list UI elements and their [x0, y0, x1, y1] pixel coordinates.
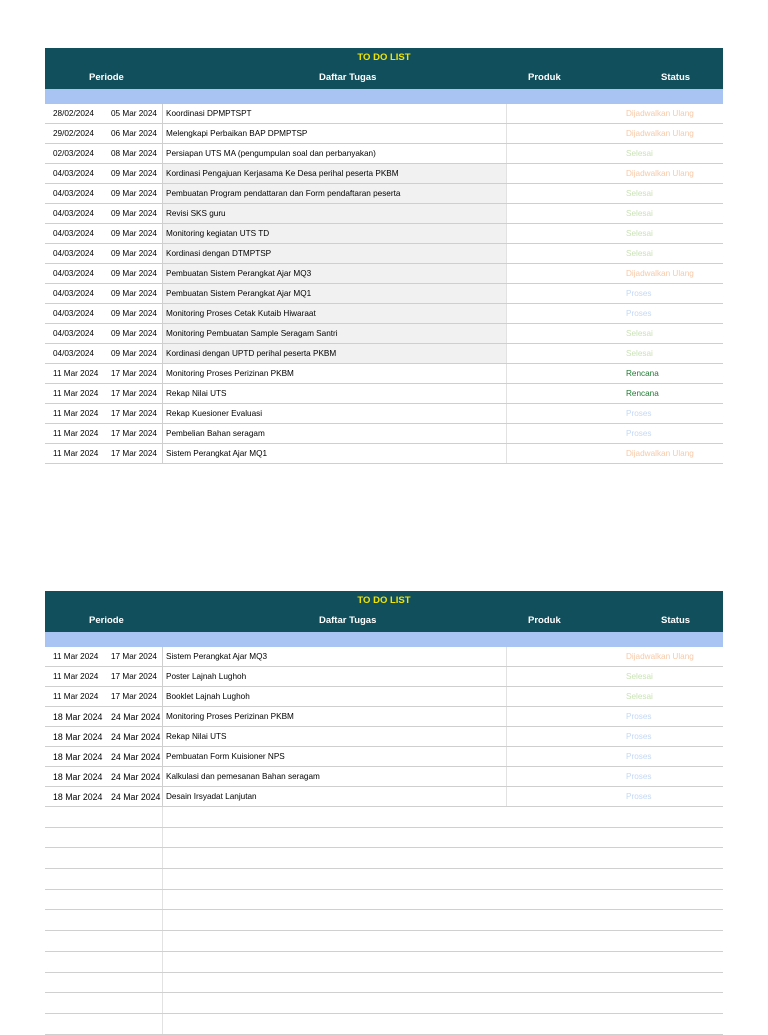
table-header — [45, 48, 723, 89]
task-rows — [45, 104, 723, 464]
start-date-cell[interactable]: 11 Mar 2024 — [53, 389, 99, 398]
empty-row[interactable] — [45, 828, 723, 849]
empty-row[interactable] — [45, 931, 723, 952]
task-cell[interactable]: Rekap Nilai UTS — [162, 727, 506, 746]
status-cell[interactable]: Selesai — [626, 349, 653, 358]
sheet-title: TO DO LIST — [357, 595, 411, 606]
start-date-cell[interactable]: 11 Mar 2024 — [53, 429, 99, 438]
task-cell[interactable]: Monitoring Proses Perizinan PKBM — [162, 364, 506, 383]
table-header — [45, 591, 723, 632]
empty-row[interactable] — [45, 807, 723, 828]
start-date-cell[interactable]: 11 Mar 2024 — [53, 369, 99, 378]
status-cell[interactable]: Selesai — [626, 672, 653, 681]
task-cell[interactable]: Melengkapi Perbaikan BAP DPMPTSP — [162, 124, 506, 143]
status-cell[interactable]: Selesai — [626, 229, 653, 238]
table-row[interactable] — [45, 787, 723, 807]
cell-separator — [162, 952, 163, 972]
end-date-cell[interactable]: 17 Mar 2024 — [111, 672, 157, 681]
column-header-produk[interactable]: Produk — [528, 72, 561, 83]
task-cell[interactable]: Booklet Lajnah Lughoh — [162, 687, 506, 706]
table-row[interactable] — [45, 667, 723, 687]
produk-cell[interactable] — [506, 124, 623, 143]
end-date-cell[interactable]: 17 Mar 2024 — [111, 429, 157, 438]
status-cell[interactable]: Rencana — [626, 369, 659, 378]
start-date-cell[interactable]: 29/02/2024 — [53, 129, 94, 138]
produk-cell[interactable] — [506, 344, 623, 363]
header-band — [45, 632, 723, 647]
cell-separator — [162, 848, 163, 868]
table-row[interactable] — [45, 707, 723, 727]
cell-separator — [162, 869, 163, 889]
produk-cell[interactable] — [506, 184, 623, 203]
start-date-cell[interactable]: 04/03/2024 — [53, 309, 94, 318]
produk-cell[interactable] — [506, 404, 623, 423]
start-date-cell[interactable]: 18 Mar 2024 — [53, 792, 103, 802]
cell-separator — [162, 890, 163, 910]
task-cell[interactable]: Kalkulasi dan pemesanan Bahan seragam — [162, 767, 506, 786]
task-cell[interactable]: Monitoring Pembuatan Sample Seragam Santri — [162, 324, 506, 343]
cell-separator — [162, 828, 163, 848]
end-date-cell[interactable]: 09 Mar 2024 — [111, 169, 157, 178]
produk-cell[interactable] — [506, 687, 623, 706]
start-date-cell[interactable]: 18 Mar 2024 — [53, 712, 103, 722]
end-date-cell[interactable]: 17 Mar 2024 — [111, 389, 157, 398]
start-date-cell[interactable]: 11 Mar 2024 — [53, 449, 99, 458]
cell-separator — [162, 807, 163, 827]
status-cell[interactable]: Proses — [626, 289, 652, 298]
produk-cell[interactable] — [506, 647, 623, 666]
end-date-cell[interactable]: 24 Mar 2024 — [111, 792, 161, 802]
end-date-cell[interactable]: 24 Mar 2024 — [111, 772, 161, 782]
produk-cell[interactable] — [506, 144, 623, 163]
end-date-cell[interactable]: 17 Mar 2024 — [111, 449, 157, 458]
table-row[interactable] — [45, 364, 723, 384]
task-cell[interactable]: Koordinasi DPMPTSPT — [162, 104, 506, 123]
task-rows — [45, 647, 723, 807]
status-cell[interactable]: Dijadwalkan Ulang — [626, 129, 694, 138]
start-date-cell[interactable]: 04/03/2024 — [53, 269, 94, 278]
cell-separator — [162, 973, 163, 993]
status-cell[interactable]: Dijadwalkan Ulang — [626, 449, 694, 458]
task-cell[interactable]: Persiapan UTS MA (pengumpulan soal dan perbanyakan) — [162, 144, 506, 163]
start-date-cell[interactable]: 04/03/2024 — [53, 209, 94, 218]
empty-rows — [45, 807, 723, 1035]
task-cell[interactable]: Monitoring kegiatan UTS TD — [162, 224, 506, 243]
table-row[interactable] — [45, 224, 723, 244]
start-date-cell[interactable]: 18 Mar 2024 — [53, 752, 103, 762]
produk-cell[interactable] — [506, 727, 623, 746]
table-row[interactable] — [45, 264, 723, 284]
status-cell[interactable]: Proses — [626, 732, 652, 741]
end-date-cell[interactable]: 09 Mar 2024 — [111, 249, 157, 258]
start-date-cell[interactable]: 04/03/2024 — [53, 249, 94, 258]
end-date-cell[interactable]: 09 Mar 2024 — [111, 269, 157, 278]
end-date-cell[interactable]: 17 Mar 2024 — [111, 409, 157, 418]
end-date-cell[interactable]: 17 Mar 2024 — [111, 652, 157, 661]
start-date-cell[interactable]: 28/02/2024 — [53, 109, 94, 118]
status-cell[interactable]: Proses — [626, 792, 652, 801]
table-row[interactable] — [45, 747, 723, 767]
task-cell[interactable]: Pembuatan Form Kuisioner NPS — [162, 747, 506, 766]
status-cell[interactable]: Proses — [626, 712, 652, 721]
task-cell[interactable]: Pembuatan Sistem Perangkat Ajar MQ3 — [162, 264, 506, 283]
column-header-daftar-tugas[interactable]: Daftar Tugas — [319, 72, 377, 83]
end-date-cell[interactable]: 09 Mar 2024 — [111, 229, 157, 238]
status-cell[interactable]: Selesai — [626, 692, 653, 701]
end-date-cell[interactable]: 06 Mar 2024 — [111, 129, 157, 138]
empty-row[interactable] — [45, 993, 723, 1014]
status-cell[interactable]: Proses — [626, 752, 652, 761]
status-cell[interactable]: Selesai — [626, 149, 653, 158]
column-header-daftar-tugas[interactable]: Daftar Tugas — [319, 615, 377, 626]
end-date-cell[interactable]: 24 Mar 2024 — [111, 712, 161, 722]
table-row[interactable] — [45, 244, 723, 264]
cell-separator — [162, 993, 163, 1013]
status-cell[interactable]: Proses — [626, 309, 652, 318]
table-row[interactable] — [45, 444, 723, 464]
start-date-cell[interactable]: 11 Mar 2024 — [53, 409, 99, 418]
task-cell[interactable]: Desain Irsyadat Lanjutan — [162, 787, 506, 806]
end-date-cell[interactable]: 24 Mar 2024 — [111, 732, 161, 742]
status-cell[interactable]: Selesai — [626, 189, 653, 198]
produk-cell[interactable] — [506, 284, 623, 303]
produk-cell[interactable] — [506, 767, 623, 786]
task-cell[interactable]: Kordinasi dengan UPTD perihal peserta PKBM — [162, 344, 506, 363]
table-row[interactable] — [45, 144, 723, 164]
cell-separator — [162, 910, 163, 930]
status-cell[interactable]: Dijadwalkan Ulang — [626, 269, 694, 278]
column-header-periode[interactable]: Periode — [89, 72, 124, 83]
column-header-produk[interactable]: Produk — [528, 615, 561, 626]
end-date-cell[interactable]: 09 Mar 2024 — [111, 289, 157, 298]
status-cell[interactable]: Rencana — [626, 389, 659, 398]
status-cell[interactable]: Dijadwalkan Ulang — [626, 169, 694, 178]
empty-row[interactable] — [45, 848, 723, 869]
produk-cell[interactable] — [506, 304, 623, 323]
produk-cell[interactable] — [506, 667, 623, 686]
table-row[interactable] — [45, 404, 723, 424]
table-row[interactable] — [45, 647, 723, 667]
column-header-status[interactable]: Status — [661, 615, 691, 626]
task-cell[interactable]: Poster Lajnah Lughoh — [162, 667, 506, 686]
start-date-cell[interactable]: 04/03/2024 — [53, 189, 94, 198]
task-cell[interactable]: Revisi SKS guru — [162, 204, 506, 223]
column-header-status[interactable]: Status — [661, 72, 691, 83]
empty-row[interactable] — [45, 890, 723, 911]
status-cell[interactable]: Dijadwalkan Ulang — [626, 652, 694, 661]
start-date-cell[interactable]: 04/03/2024 — [53, 349, 94, 358]
start-date-cell[interactable]: 18 Mar 2024 — [53, 732, 103, 742]
todo-sheet-2 — [45, 591, 723, 1035]
table-row[interactable] — [45, 384, 723, 404]
end-date-cell[interactable]: 09 Mar 2024 — [111, 189, 157, 198]
task-cell[interactable]: Pembelian Bahan seragam — [162, 424, 506, 443]
produk-cell[interactable] — [506, 747, 623, 766]
produk-cell[interactable] — [506, 204, 623, 223]
todo-sheet-1 — [45, 48, 723, 464]
start-date-cell[interactable]: 11 Mar 2024 — [53, 692, 99, 701]
task-cell[interactable]: Pembuatan Program pendattaran dan Form pendaftaran peserta — [162, 184, 506, 203]
start-date-cell[interactable]: 04/03/2024 — [53, 289, 94, 298]
empty-row[interactable] — [45, 910, 723, 931]
status-cell[interactable]: Selesai — [626, 249, 653, 258]
task-cell[interactable]: Rekap Kuesioner Evaluasi — [162, 404, 506, 423]
table-row[interactable] — [45, 304, 723, 324]
table-row[interactable] — [45, 727, 723, 747]
produk-cell[interactable] — [506, 164, 623, 183]
status-cell[interactable]: Proses — [626, 429, 652, 438]
produk-cell[interactable] — [506, 424, 623, 443]
start-date-cell[interactable]: 04/03/2024 — [53, 169, 94, 178]
produk-cell[interactable] — [506, 384, 623, 403]
end-date-cell[interactable]: 17 Mar 2024 — [111, 369, 157, 378]
sheet-title: TO DO LIST — [357, 52, 411, 63]
end-date-cell[interactable]: 08 Mar 2024 — [111, 149, 157, 158]
empty-row[interactable] — [45, 869, 723, 890]
table-row[interactable] — [45, 424, 723, 444]
produk-cell[interactable] — [506, 444, 623, 463]
task-cell[interactable]: Sistem Perangkat Ajar MQ3 — [162, 647, 506, 666]
status-cell[interactable]: Proses — [626, 409, 652, 418]
produk-cell[interactable] — [506, 224, 623, 243]
task-cell[interactable]: Monitoring Proses Cetak Kutaib Hiwaraat — [162, 304, 506, 323]
table-row[interactable] — [45, 184, 723, 204]
end-date-cell[interactable]: 09 Mar 2024 — [111, 209, 157, 218]
table-row[interactable] — [45, 324, 723, 344]
end-date-cell[interactable]: 09 Mar 2024 — [111, 349, 157, 358]
table-row[interactable] — [45, 164, 723, 184]
table-row[interactable] — [45, 284, 723, 304]
end-date-cell[interactable]: 05 Mar 2024 — [111, 109, 157, 118]
end-date-cell[interactable]: 24 Mar 2024 — [111, 752, 161, 762]
empty-row[interactable] — [45, 1014, 723, 1035]
produk-cell[interactable] — [506, 364, 623, 383]
table-row[interactable] — [45, 124, 723, 144]
table-row[interactable] — [45, 204, 723, 224]
empty-row[interactable] — [45, 973, 723, 994]
task-cell[interactable]: Pembuatan Sistem Perangkat Ajar MQ1 — [162, 284, 506, 303]
status-cell[interactable]: Selesai — [626, 209, 653, 218]
produk-cell[interactable] — [506, 244, 623, 263]
produk-cell[interactable] — [506, 707, 623, 726]
produk-cell[interactable] — [506, 324, 623, 343]
produk-cell[interactable] — [506, 264, 623, 283]
end-date-cell[interactable]: 09 Mar 2024 — [111, 309, 157, 318]
empty-row[interactable] — [45, 952, 723, 973]
task-cell[interactable]: Kordinasi dengan DTMPTSP — [162, 244, 506, 263]
cell-separator — [162, 931, 163, 951]
status-cell[interactable]: Selesai — [626, 329, 653, 338]
start-date-cell[interactable]: 04/03/2024 — [53, 229, 94, 238]
status-cell[interactable]: Proses — [626, 772, 652, 781]
start-date-cell[interactable]: 18 Mar 2024 — [53, 772, 103, 782]
status-cell[interactable]: Dijadwalkan Ulang — [626, 109, 694, 118]
end-date-cell[interactable]: 09 Mar 2024 — [111, 329, 157, 338]
produk-cell[interactable] — [506, 104, 623, 123]
table-row[interactable] — [45, 104, 723, 124]
task-cell[interactable]: Rekap Nilai UTS — [162, 384, 506, 403]
task-cell[interactable]: Kordinasi Pengajuan Kerjasama Ke Desa perihal peserta PKBM — [162, 164, 506, 183]
task-cell[interactable]: Monitoring Proses Perizinan PKBM — [162, 707, 506, 726]
end-date-cell[interactable]: 17 Mar 2024 — [111, 692, 157, 701]
task-cell[interactable]: Sistem Perangkat Ajar MQ1 — [162, 444, 506, 463]
table-row[interactable] — [45, 687, 723, 707]
column-header-periode[interactable]: Periode — [89, 615, 124, 626]
header-band — [45, 89, 723, 104]
start-date-cell[interactable]: 11 Mar 2024 — [53, 672, 99, 681]
start-date-cell[interactable]: 02/03/2024 — [53, 149, 94, 158]
produk-cell[interactable] — [506, 787, 623, 806]
start-date-cell[interactable]: 11 Mar 2024 — [53, 652, 99, 661]
start-date-cell[interactable]: 04/03/2024 — [53, 329, 94, 338]
table-row[interactable] — [45, 344, 723, 364]
table-row[interactable] — [45, 767, 723, 787]
